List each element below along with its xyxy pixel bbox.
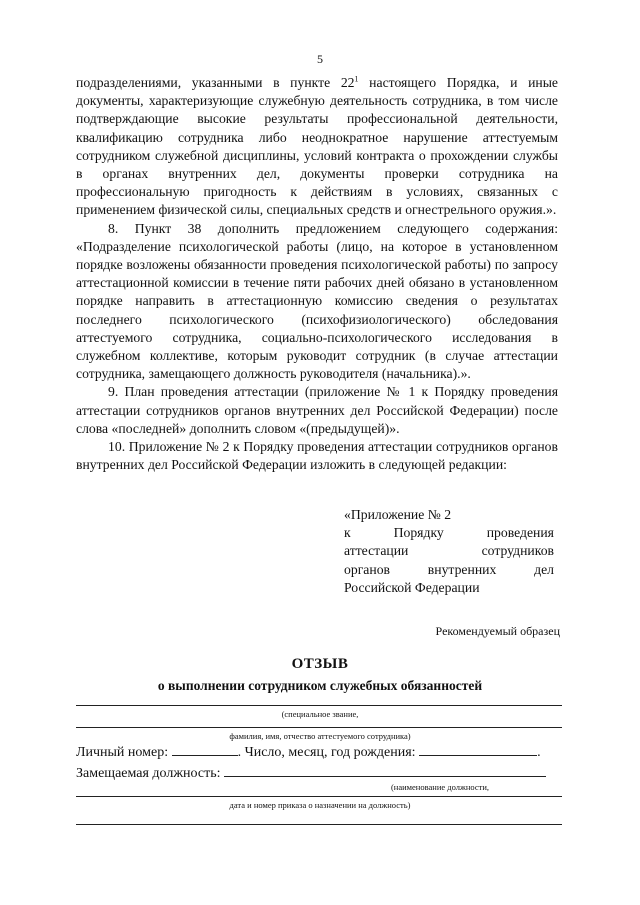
appendix-line: «Приложение № 2 <box>344 507 452 522</box>
caption-name: фамилия, имя, отчество аттестуемого сотрудника) <box>229 731 411 741</box>
recommended-sample-label: Рекомендуемый образец <box>435 624 560 638</box>
caption-rank: (специальное звание, <box>281 709 359 719</box>
appendix-word: Порядку <box>393 525 444 541</box>
appendix-word: сотрудников <box>481 543 554 559</box>
appendix-word: дел <box>534 561 554 577</box>
personal-number-label: Личный номер: <box>76 745 169 760</box>
position-label: Замещаемая должность: <box>76 766 221 781</box>
personal-number-blank <box>172 743 238 756</box>
appendix-word: аттестации <box>344 543 409 559</box>
paragraph-item-10: 10. Приложение № 2 к Порядку проведения аттестации сотрудников органов внутренних дел Российской Федерации изложить в следующей редакции: <box>76 439 558 473</box>
superscript: 1 <box>354 74 359 84</box>
paragraph-text: подразделениями, указанными в пункте 22 <box>76 75 355 90</box>
appendix-word: органов <box>344 561 391 577</box>
extra-line <box>76 824 562 825</box>
form-title: ОТЗЫВ <box>291 656 349 672</box>
document-body <box>76 74 558 474</box>
appendix-word: к <box>344 525 351 541</box>
page-number: 5 <box>317 52 323 66</box>
paragraph-continuation <box>76 74 558 220</box>
personal-number-field: Личный номер: . Число, месяц, год рождения: . <box>76 745 541 760</box>
form-subtitle: о выполнении сотрудником служебных обязанностей <box>157 678 483 693</box>
order-line <box>76 796 562 797</box>
position-field <box>76 764 546 782</box>
rank-line <box>76 705 562 706</box>
appendix-line: Российской Федерации <box>344 579 480 595</box>
paragraph-text: настоящего Порядка, и иные документы, характеризующие служебную деятельность сотрудника, в том числе подтверждающие высокие результаты профессиональной деятельности, квалификацию сотрудника либо неоднократное нарушение аттестуемым сотрудником служебной дисциплины, условий контракта о прохождении службы в органах внутренних дел, документы проверки сотрудника на профессиональную пригодность к действиям в условиях, связанных с применением физической силы, специальных средств и огнестрельного оружия.». <box>76 75 558 218</box>
appendix-line <box>344 524 554 542</box>
birth-date-label: Число, месяц, год рождения: <box>244 745 416 760</box>
paragraph-item-9: 9. План проведения аттестации (приложение № 1 к Порядку проведения аттестации сотрудников органов внутренних дел Российской Федерации) после слова «последней» дополнить словом «(предыдущей)». <box>76 384 558 436</box>
caption-position: (наименование должности, <box>390 782 490 792</box>
appendix-line <box>344 542 554 560</box>
position-blank <box>224 764 546 777</box>
appendix-line <box>344 561 554 579</box>
caption-order: дата и номер приказа о назначении на должность) <box>229 800 411 810</box>
appendix-word: проведения <box>486 525 554 541</box>
appendix-word: внутренних <box>427 561 497 577</box>
birth-date-blank <box>419 743 537 756</box>
name-line <box>76 727 562 728</box>
paragraph-item-8: 8. Пункт 38 дополнить предложением следующего содержания: «Подразделение психологической работы (лицо, на которое в установленном порядке возложены обязанности проведения психологической работы) по запросу аттестационной комиссии в течение пяти рабочих дней обязано в установленном порядке направить в аттестационную комиссию сведения о результатах последнего психологического (психофизиологического) обследования аттестуемого сотрудника, социально-психологического исследования в служебном коллективе, которым руководит сотрудник (в случае аттестации сотрудника, замещающего должность руководителя (начальника).». <box>76 220 558 382</box>
appendix-heading <box>344 506 554 597</box>
